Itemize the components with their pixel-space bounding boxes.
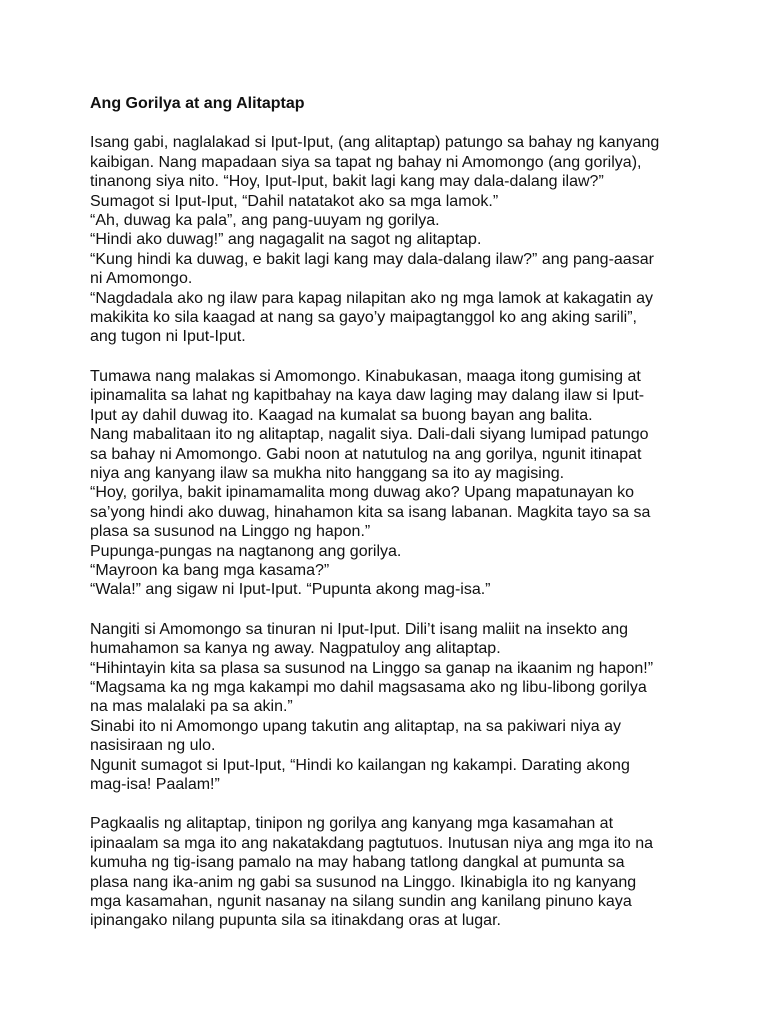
text-line: “Hoy, gorilya, bakit ipinamamalita mong duwag ako? Upang mapatunayan ko <box>90 484 635 502</box>
text-line: ang tugon ni Iput-Iput. <box>90 328 246 346</box>
text-line: sa bahay ni Amomongo. Gabi noon at natutulog na ang gorilya, ngunit itinapat <box>90 445 642 463</box>
text-line: ipinangako nilang pupunta sila sa itinakdang oras at lugar. <box>90 912 501 930</box>
document-title: Ang Gorilya at ang Alitaptap <box>90 95 305 112</box>
text-line: niya ang kanyang ilaw sa mukha nito hanggang sa ito ay magising. <box>90 464 565 482</box>
text-line: plasa nang ika-anim ng gabi sa susunod na Linggo. Ikinabigla ito ng kanyang <box>90 873 637 891</box>
text-line: kumuha ng tig-isang pamalo na may habang tatlong dangkal at pumunta sa <box>90 854 625 872</box>
text-line: “Kung hindi ka duwag, e bakit lagi kang may dala-dalang ilaw?” ang pang-aasar <box>90 250 654 268</box>
text-line: na mas malalaki pa sa akin.” <box>90 698 293 716</box>
text-line: Pupunga-pungas na nagtanong ang gorilya. <box>90 542 402 560</box>
text-line: “Mayroon ka bang mga kasama?” <box>90 561 330 579</box>
text-line: “Hindi ako duwag!” ang nagagalit na sagot ng alitaptap. <box>90 231 482 249</box>
text-line: Sumagot si Iput-Iput, “Dahil natatakot ako sa mga lamok.” <box>90 192 499 210</box>
text-line: ni Amomongo. <box>90 270 193 288</box>
paragraph <box>90 814 690 930</box>
text-line: Isang gabi, naglalakad si Iput-Iput, (ang alitaptap) patungo sa bahay ng kanyang <box>90 134 660 152</box>
text-line: “Nagdadala ako ng ilaw para kapag nilapitan ako ng mga lamok at kakagatin ay <box>90 289 654 307</box>
text-line: “Ah, duwag ka pala”, ang pang-uuyam ng gorilya. <box>90 212 440 230</box>
text-line: mag-isa! Paalam!” <box>90 776 220 793</box>
text-line: “Hihintayin kita sa plasa sa susunod na Linggo sa ganap na ikaanim ng hapon!” <box>90 659 654 677</box>
text-line: humahamon sa kanya ng away. Nagpatuloy ang alitaptap. <box>90 640 501 658</box>
text-line: plasa sa susunod na Linggo ng hapon.” <box>90 523 371 541</box>
text-line: Pagkaalis ng alitaptap, tinipon ng gorilya ang kanyang mga kasamahan at <box>90 815 614 833</box>
text-line: Iput ay dahil duwag ito. Kaagad na kumalat sa buong bayan ang balita. <box>90 406 593 424</box>
paragraph <box>90 620 690 795</box>
text-line: mga kasamahan, ngunit nasanay na silang sundin ang kanilang pinuno kaya <box>90 893 632 911</box>
text-line: “Magsama ka ng mga kakampi mo dahil magsasama ako ng libu-libong gorilya <box>90 678 647 696</box>
text-line: ipinamalita sa lahat ng kapitbahay na kaya daw laging may dalang ilaw si Iput- <box>90 387 645 405</box>
text-line: Sinabi ito ni Amomongo upang takutin ang alitaptap, na sa pakiwari niya ay <box>90 717 622 735</box>
text-line: kaibigan. Nang mapadaan siya sa tapat ng bahay ni Amomongo (ang gorilya), <box>90 153 642 171</box>
document-page <box>90 94 690 951</box>
text-line: nasisiraan ng ulo. <box>90 737 216 755</box>
document-body <box>90 133 690 930</box>
text-line: Tumawa nang malakas si Amomongo. Kinabukasan, maaga itong gumising at <box>90 367 641 385</box>
text-line: Ngunit sumagot si Iput-Iput, “Hindi ko kailangan ng kakampi. Darating akong <box>90 756 630 774</box>
text-line: tinanong siya nito. “Hoy, Iput-Iput, bakit lagi kang may dala-dalang ilaw?” <box>90 173 604 191</box>
text-line: ipinaalam sa mga ito ang nakatakdang pagtutuos. Inutusan niya ang mga ito na <box>90 834 654 852</box>
text-line: “Wala!” ang sigaw ni Iput-Iput. “Pupunta akong mag-isa.” <box>90 581 491 599</box>
paragraph <box>90 133 690 346</box>
text-line: sa’yong hindi ako duwag, hinahamon kita sa isang labanan. Magkita tayo sa sa <box>90 503 651 521</box>
text-line: makikita ko sila kaagad at nang sa gayo’y maipagtanggol ko ang aking sarili”, <box>90 309 637 327</box>
text-line: Nang mabalitaan ito ng alitaptap, nagalit siya. Dali-dali siyang lumipad patungo <box>90 426 649 444</box>
paragraph <box>90 367 690 600</box>
text-line: Nangiti si Amomongo sa tinuran ni Iput-Iput. Dili’t isang maliit na insekto ang <box>90 620 629 638</box>
